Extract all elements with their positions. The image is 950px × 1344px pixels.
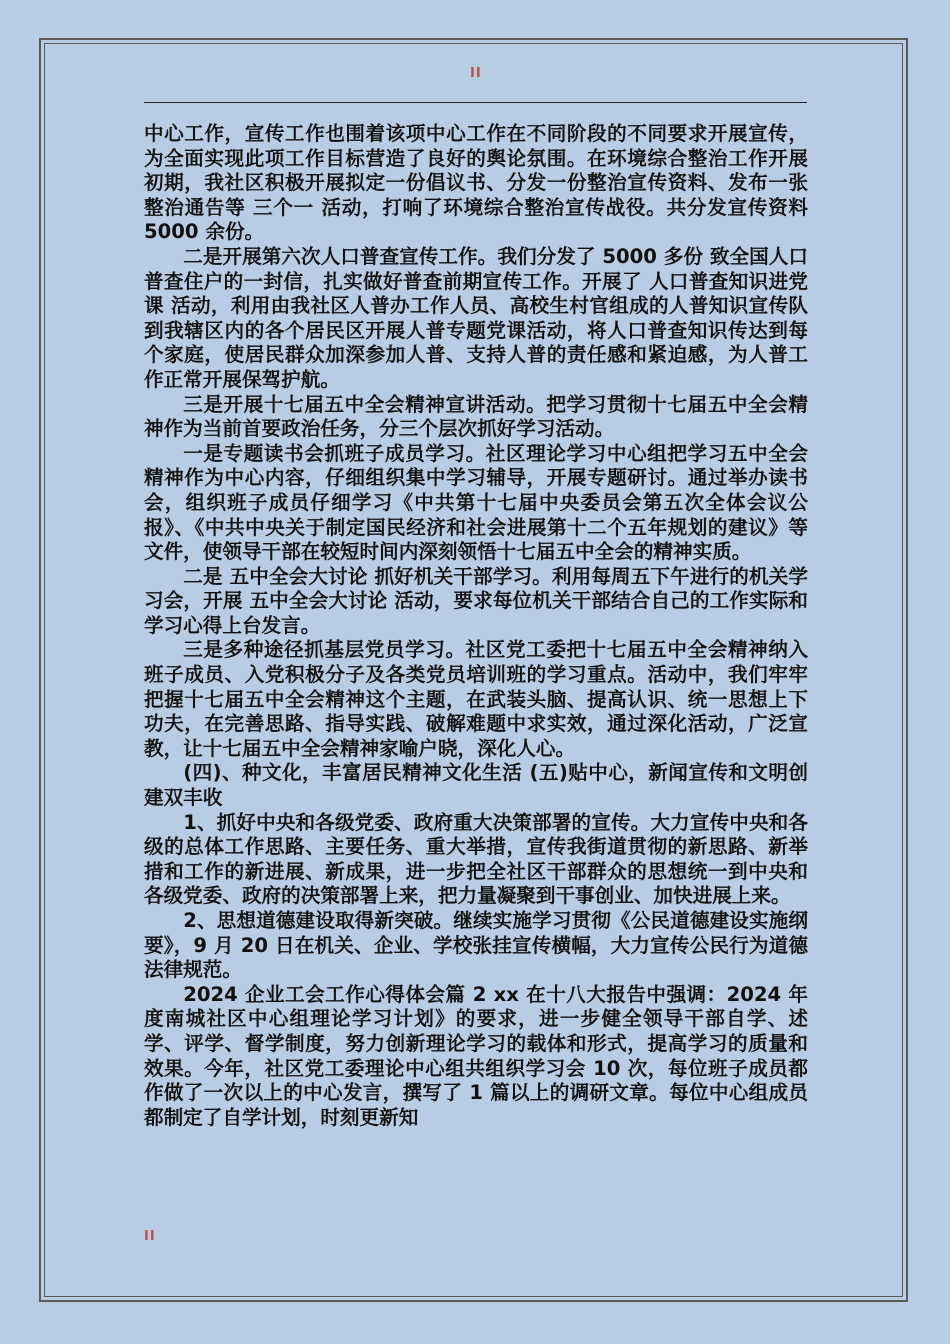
paragraph-5: 二是 五中全会大讨论 抓好机关干部学习。利用每周五下午进行的机关学习会，开展 五中全会大讨论 活动，要求每位机关干部结合自己的工作实际和学习心得上台发言。	[144, 564, 808, 637]
paragraph-1: 中心工作，宣传工作也围着该项中心工作在不同阶段的不同要求开展宣传，为全面实现此项工作目标营造了良好的舆论氛围。在环境综合整治工作开展初期，我社区积极开展拟定一份倡议书、分发一份整治宣传资料、发布一张整治通告等 三个一 活动，打响了环境综合整治宣传战役。共分发宣传资料 5000 余份。	[144, 122, 808, 244]
footer-mark: II	[144, 1229, 156, 1244]
paragraph-8: 1、抓好中央和各级党委、政府重大决策部署的宣传。大力宣传中央和各级的总体工作思路、主要任务、重大举措，宣传我街道贯彻的新思路、新举措和工作的新进展、新成果，进一步把全社区干部群众的思想统一到中央和各级党委、政府的决策部署上来，把力量凝聚到干事创业、加快进展上来。	[144, 810, 808, 908]
header-mark: II	[470, 66, 482, 81]
paragraph-2: 二是开展第六次人口普查宣传工作。我们分发了 5000 多份 致全国人口普查住户的一封信，扎实做好普查前期宣传工作。开展了 人口普查知识进党课 活动，利用由我社区人普办工作人员、高校生村官组成的人普知识宣传队到我辖区内的各个居民区开展人普专题党课活动，将人口普查知识传达到每个家庭，使居民群众加深参加人普、支持人普的责任感和紧迫感，为人普工作正常开展保驾护航。	[144, 244, 808, 391]
paragraph-3: 三是开展十七届五中全会精神宣讲活动。把学习贯彻十七届五中全会精神作为当前首要政治任务，分三个层次抓好学习活动。	[144, 392, 808, 441]
paragraph-7: (四)、种文化，丰富居民精神文化生活 (五)贴中心，新闻宣传和文明创建双丰收	[144, 761, 808, 810]
paragraph-9: 2、思想道德建设取得新突破。继续实施学习贯彻《公民道德建设实施纲要》，9 月 20 日在机关、企业、学校张挂宣传横幅，大力宣传公民行为道德法律规范。	[144, 909, 808, 982]
paragraph-10: 2024 企业工会工作心得体会篇 2 xx 在十八大报告中强调：2024 年度南城社区中心组理论学习计划》的要求，进一步健全领导干部自学、述学、评学、督学制度，努力创新理论学习的载体和形式，提高学习的质量和效果。今年，社区党工委理论中心组共组织学习会 10 次，每位班子成员都作做了一次以上的中心发言，撰写了 1 篇以上的调研文章。每位中心组成员都制定了自学计划，时刻更新知	[144, 982, 808, 1129]
paragraph-4: 一是专题读书会抓班子成员学习。社区理论学习中心组把学习五中全会精神作为中心内容，仔细组织集中学习辅导，开展专题研讨。通过举办读书会，组织班子成员仔细学习《中共第十七届中央委员会第五次全体会议公报》、《中共中央关于制定国民经济和社会进展第十二个五年规划的建议》等文件，使领导干部在较短时间内深刻领悟十七届五中全会的精神实质。	[144, 441, 808, 564]
header-rule	[144, 102, 807, 103]
document-body	[144, 122, 808, 1130]
paragraph-6: 三是多种途径抓基层党员学习。社区党工委把十七届五中全会精神纳入班子成员、入党积极分子及各类党员培训班的学习重点。活动中，我们牢牢把握十七届五中全会精神这个主题，在武装头脑、提高认识、统一思想上下功夫，在完善思路、指导实践、破解难题中求实效，通过深化活动，广泛宣教，让十七届五中全会精神家喻户晓，深化人心。	[144, 638, 808, 760]
